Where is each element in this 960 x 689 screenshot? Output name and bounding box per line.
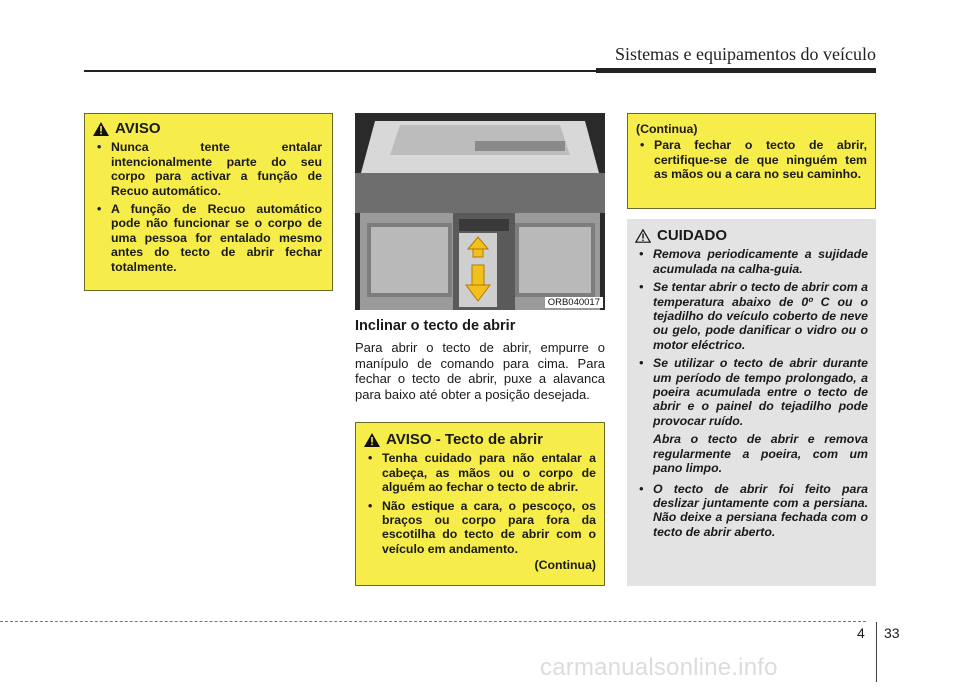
caution-list-cont (635, 482, 868, 540)
warning-triangle-icon (93, 122, 109, 136)
list-item: • Se utilizar o tecto de abrir durante um período de tempo prolongado, a poeira acumulada entre o tecto de abrir e o painel do tejadilho pode provocar ruído. (635, 356, 868, 428)
warning-list (364, 451, 596, 556)
warning-list (93, 140, 322, 274)
caution-title-text: CUIDADO (657, 227, 727, 244)
footer-rule (0, 621, 866, 622)
caution-triangle-icon (635, 229, 651, 243)
list-item: • Para fechar o tecto de abrir, certifique-se de que ninguém tem as mãos ou a cara no seu caminho. (636, 138, 867, 181)
warning-box-right (627, 113, 876, 209)
list-item: • Não estique a cara, o pescoço, os braços ou corpo para fora da escotilha do tecto de abrir com o veículo em andamento. (364, 499, 596, 557)
warning-triangle-icon (364, 433, 380, 447)
continued-note: (Continua) (534, 558, 596, 573)
watermark: carmanualsonline.info (540, 654, 778, 681)
caution-list (635, 247, 868, 428)
warning-title (364, 433, 596, 447)
page-header-title: Sistemas e equipamentos do veículo (615, 44, 876, 64)
continued-header: (Continua) (636, 122, 698, 136)
figure-label: ORB040017 (545, 297, 603, 308)
warning-list (636, 138, 867, 181)
warning-title-text: AVISO (115, 120, 161, 137)
warning-title-text: AVISO - Tecto de abrir (386, 431, 543, 448)
caution-title (635, 229, 868, 243)
list-item: • Remova periodicamente a sujidade acumulada na calha-guia. (635, 247, 868, 276)
warning-title (93, 122, 322, 136)
caution-extra-paragraph: Abra o tecto de abrir e remova regularmente a poeira, com um pano limpo. (653, 432, 868, 476)
header-rule-accent (596, 68, 876, 73)
list-item: • Se tentar abrir o tecto de abrir com a temperatura abaixo de 0º C ou o tejadilho do veículo coberto de neve ou gelo, pode danificar o vidro ou o motor eléctrico. (635, 280, 868, 352)
chapter-number: 4 (857, 625, 865, 641)
list-item: • Tenha cuidado para não entalar a cabeça, as mãos ou o corpo de alguém ao fechar o tecto de abrir. (364, 451, 596, 494)
page-number: 33 (884, 625, 900, 641)
sunroof-console-photo (355, 113, 605, 310)
caution-box (627, 219, 876, 586)
warning-box-left (84, 113, 333, 291)
list-item: • O tecto de abrir foi feito para deslizar juntamente com a persiana. Não deixe a persiana fechada com o tecto de abrir aberto. (635, 482, 868, 540)
list-item: • Nunca tente entalar intencionalmente parte do seu corpo para activar a função de Recuo automático. (93, 140, 322, 198)
warning-box-center (355, 422, 605, 586)
list-item: • A função de Recuo automático pode não funcionar se o corpo de uma pessoa for entalado mesmo antes do tecto de abrir fechar totalmente. (93, 202, 322, 274)
section-body: Para abrir o tecto de abrir, empurre o manípulo de comando para cima. Para fechar o tecto de abrir, puxe a alavanca para baixo até obter a posição desejada. (355, 340, 605, 402)
section-title: Inclinar o tecto de abrir (355, 318, 516, 334)
footer-divider (876, 622, 877, 682)
sunroof-illustration (355, 113, 605, 310)
